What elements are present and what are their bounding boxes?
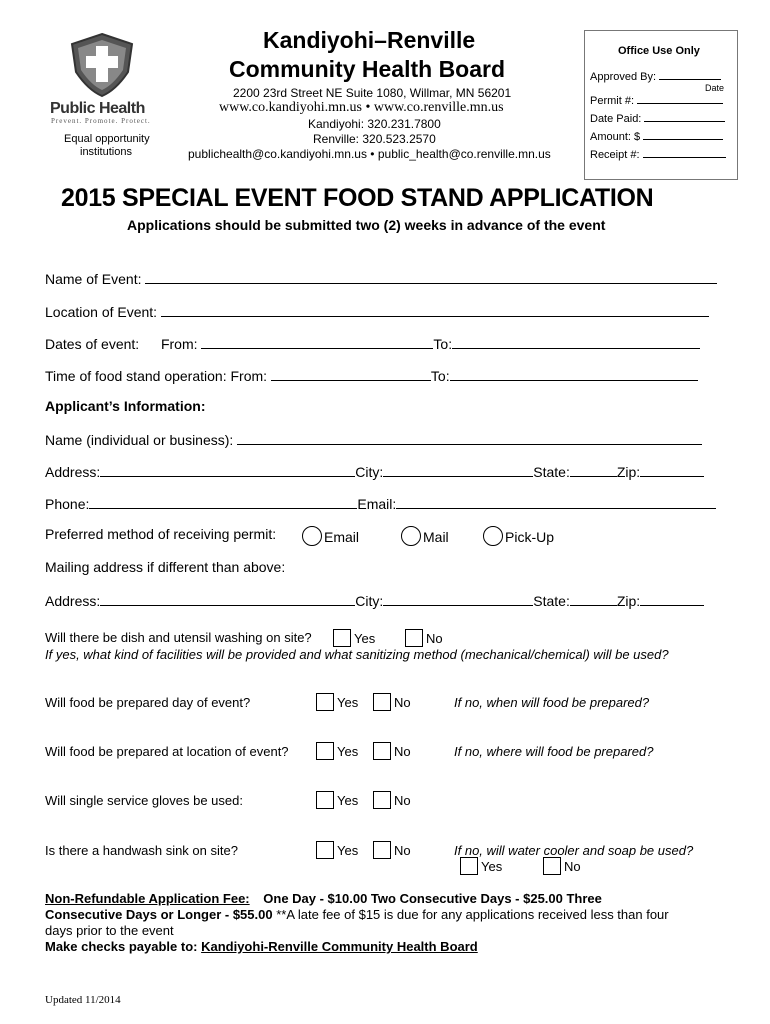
- q-location-yes-label: Yes: [337, 744, 359, 759]
- mailing-address-label: Mailing address if different than above:: [45, 559, 286, 575]
- applicant-name-field[interactable]: [237, 430, 702, 445]
- amount-label: Amount: $: [590, 131, 641, 143]
- radio-mail[interactable]: [401, 526, 421, 546]
- q-dish-yes-label: Yes: [354, 631, 376, 646]
- amount-field[interactable]: [643, 129, 723, 140]
- late-fee-line2: days prior to the event: [45, 923, 174, 938]
- mailing-address-field[interactable]: [100, 591, 355, 606]
- fee-label: Non-Refundable Application Fee:: [45, 891, 250, 906]
- q-dish-no-checkbox[interactable]: [405, 629, 423, 647]
- q-sink-no-label: No: [394, 843, 411, 858]
- fee-text-line1: One Day - $10.00 Two Consecutive Days - $25.00 Three: [263, 891, 602, 906]
- q-location-no-label: No: [394, 744, 411, 759]
- state-label: State:: [533, 464, 570, 480]
- applicant-name-label: Name (individual or business):: [45, 432, 234, 448]
- time-to-field[interactable]: [450, 366, 698, 381]
- q-location-label: Will food be prepared at location of event?: [45, 744, 289, 759]
- q-cooler-no-checkbox[interactable]: [543, 857, 561, 875]
- city-field[interactable]: [383, 462, 533, 477]
- date-paid-field[interactable]: [644, 111, 725, 122]
- mailing-state-field[interactable]: [570, 591, 617, 606]
- q-cooler-yes-checkbox[interactable]: [460, 857, 478, 875]
- address-field[interactable]: [100, 462, 355, 477]
- q-gloves-no-label: No: [394, 793, 411, 808]
- header-title-line1: Kandiyohi–Renville: [263, 27, 476, 53]
- name-of-event-label: Name of Event:: [45, 271, 142, 287]
- q-sink-yes-label: Yes: [337, 843, 359, 858]
- header-websites: [219, 100, 504, 116]
- zip-label: Zip:: [616, 464, 641, 480]
- q-sink-yes-checkbox[interactable]: [316, 841, 334, 859]
- q-dish-label: Will there be dish and utensil washing on site?: [45, 630, 312, 645]
- logo-tagline: Prevent. Promote. Protect.: [51, 117, 151, 125]
- mailing-city-label: City:: [355, 593, 384, 609]
- checks-label: Make checks payable to:: [45, 939, 198, 954]
- date-paid-label: Date Paid:: [590, 113, 642, 125]
- mailing-zip-label: Zip:: [616, 593, 641, 609]
- email-kandiyohi[interactable]: publichealth@co.kandiyohi.mn.us: [188, 147, 367, 161]
- header-address: 2200 23rd Street NE Suite 1080, Willmar, MN 56201: [233, 86, 512, 100]
- location-label: Location of Event:: [45, 304, 158, 320]
- phone-kandiyohi: Kandiyohi: 320.231.7800: [308, 117, 441, 131]
- name-of-event-field[interactable]: [145, 269, 717, 284]
- q-day-label: Will food be prepared day of event?: [45, 695, 251, 710]
- equal-opportunity-line1: Equal opportunity: [64, 133, 150, 145]
- dates-from-field[interactable]: [201, 334, 433, 349]
- q-dish-note: If yes, what kind of facilities will be provided and what sanitizing method (mechanical/chemical) will be used?: [45, 647, 669, 662]
- form-subtitle: Applications should be submitted two (2) weeks in advance of the event: [127, 217, 606, 233]
- phone-field[interactable]: [89, 494, 357, 509]
- header-title-line2: Community Health Board: [229, 56, 506, 82]
- mailing-address-label2: Address:: [45, 593, 101, 609]
- office-use-box: [584, 30, 738, 180]
- equal-opportunity-line2: institutions: [80, 146, 132, 158]
- q-day-no-label: No: [394, 695, 411, 710]
- radio-mail-label: Mail: [423, 529, 449, 545]
- fee-text-line2: Consecutive Days or Longer - $55.00: [45, 907, 273, 922]
- radio-pickup-label: Pick-Up: [505, 529, 555, 545]
- dates-label: Dates of event:: [45, 336, 140, 352]
- q-location-yes-checkbox[interactable]: [316, 742, 334, 760]
- permit-label: Permit #:: [590, 95, 635, 107]
- applicant-heading: Applicant’s Information:: [45, 398, 206, 414]
- bullet: •: [365, 100, 371, 115]
- location-field[interactable]: [161, 302, 709, 317]
- time-from-field[interactable]: [271, 366, 431, 381]
- time-from-label: Time of food stand operation: From:: [45, 368, 268, 384]
- q-cooler-yes-label: Yes: [481, 859, 503, 874]
- q-sink-no-checkbox[interactable]: [373, 841, 391, 859]
- radio-email-label: Email: [324, 529, 360, 545]
- q-day-no-checkbox[interactable]: [373, 693, 391, 711]
- q-gloves-yes-label: Yes: [337, 793, 359, 808]
- state-field[interactable]: [570, 462, 617, 477]
- q-cooler-no-label: No: [564, 859, 581, 874]
- date-label: Date: [705, 83, 725, 93]
- dates-from-label: From:: [160, 336, 198, 352]
- preferred-method-label: Preferred method of receiving permit:: [45, 526, 277, 542]
- phone-label: Phone:: [45, 496, 90, 512]
- radio-email[interactable]: [302, 526, 322, 546]
- form-title: 2015 SPECIAL EVENT FOOD STAND APPLICATION: [61, 184, 654, 212]
- header-emails: [188, 147, 551, 161]
- mailing-zip-field[interactable]: [640, 591, 704, 606]
- email-field[interactable]: [396, 494, 716, 509]
- checks-payee: Kandiyohi-Renville Community Health Board: [201, 939, 478, 954]
- shield-cross-icon: [66, 32, 138, 98]
- city-label: City:: [355, 464, 384, 480]
- web-link-kandiyohi[interactable]: www.co.kandiyohi.mn.us: [219, 100, 362, 115]
- receipt-field[interactable]: [643, 147, 726, 158]
- email-label: Email:: [357, 496, 397, 512]
- q-gloves-no-checkbox[interactable]: [373, 791, 391, 809]
- bullet: •: [370, 147, 375, 161]
- email-renville[interactable]: public_health@co.renville.mn.us: [377, 147, 551, 161]
- dates-to-label: To:: [433, 336, 453, 352]
- q-location-note: If no, where will food be prepared?: [454, 744, 654, 759]
- radio-pickup[interactable]: [483, 526, 503, 546]
- approved-by-label: Approved By:: [590, 71, 657, 83]
- zip-field[interactable]: [640, 462, 704, 477]
- q-sink-label: Is there a handwash sink on site?: [45, 843, 238, 858]
- q-dish-yes-checkbox[interactable]: [333, 629, 351, 647]
- q-location-no-checkbox[interactable]: [373, 742, 391, 760]
- q-day-yes-checkbox[interactable]: [316, 693, 334, 711]
- logo-brand: Public Health: [50, 100, 145, 117]
- updated-date: Updated 11/2014: [45, 994, 121, 1006]
- phone-renville: Renville: 320.523.2570: [313, 132, 436, 146]
- dates-to-field[interactable]: [452, 334, 700, 349]
- mailing-city-field[interactable]: [383, 591, 533, 606]
- q-sink-note: If no, will water cooler and soap be used?: [454, 843, 694, 858]
- q-day-note: If no, when will food be prepared?: [454, 695, 650, 710]
- approved-by-field[interactable]: [659, 69, 721, 80]
- q-dish-no-label: No: [426, 631, 443, 646]
- office-title: Office Use Only: [618, 45, 700, 57]
- mailing-state-label: State:: [533, 593, 570, 609]
- late-fee-line1: **A late fee of $15 is due for any applications received less than four: [272, 907, 669, 922]
- address-label: Address:: [45, 464, 101, 480]
- q-gloves-yes-checkbox[interactable]: [316, 791, 334, 809]
- q-gloves-label: Will single service gloves be used:: [45, 793, 243, 808]
- time-to-label: To:: [430, 368, 450, 384]
- permit-field[interactable]: [637, 93, 723, 104]
- receipt-label: Receipt #:: [590, 149, 640, 161]
- web-link-renville[interactable]: www.co.renville.mn.us: [373, 100, 504, 115]
- q-day-yes-label: Yes: [337, 695, 359, 710]
